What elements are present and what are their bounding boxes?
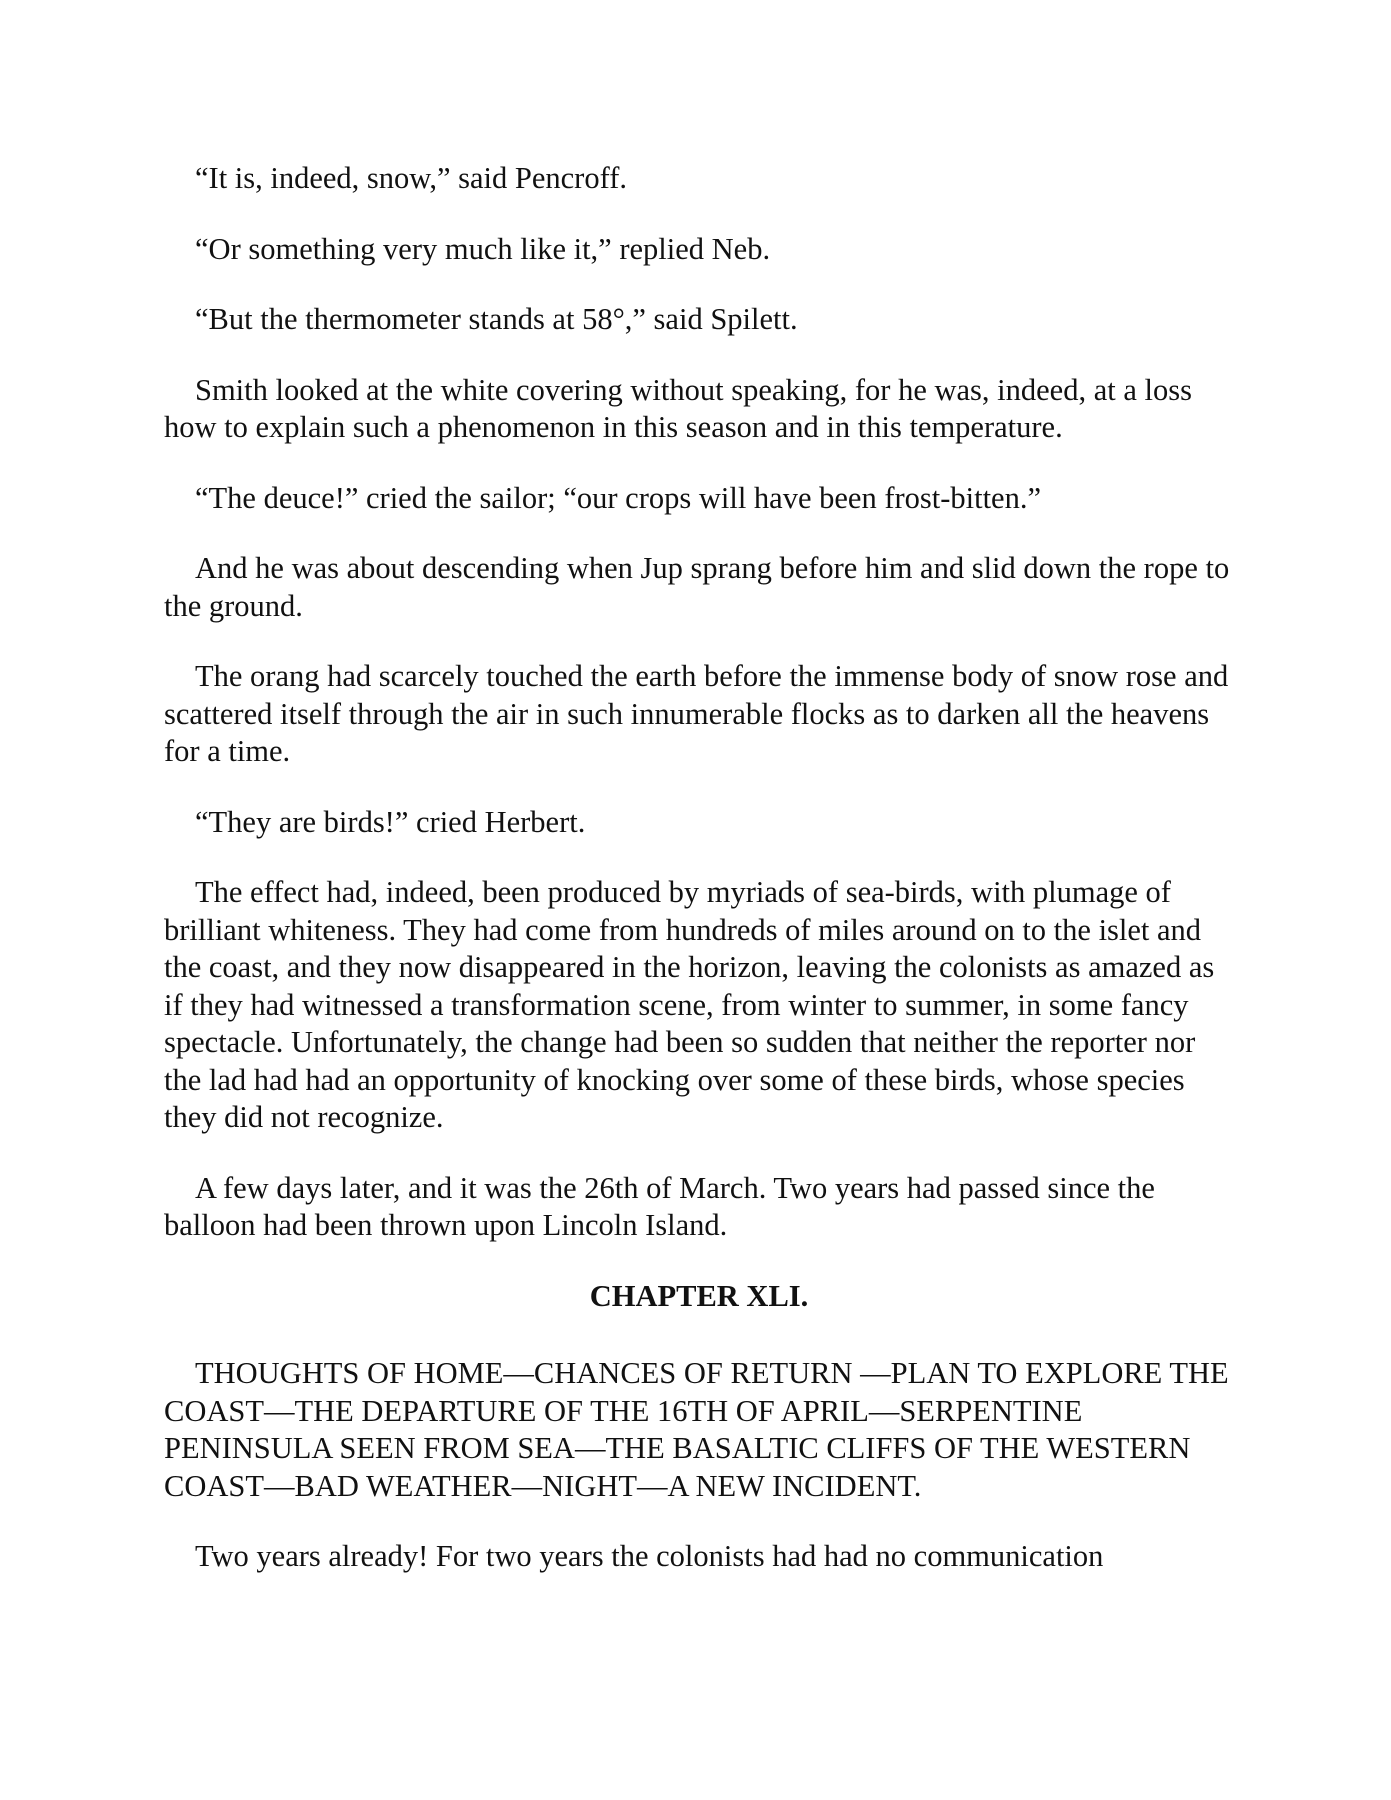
paragraph: The effect had, indeed, been produced by myriads of sea-birds, with plumage of brilliant whiteness. They had come from hundreds of miles around on to the islet and the coast, and they now disappeared in the horizon, leaving the colonists as amazed as if they had witnessed a transformation scene, from winter to summer, in some fancy spectacle. Unfortunately, the change had been so sudden that neither the reporter nor the lad had had an opportunity of knocking over some of these birds, whose species they did not recognize. — [164, 875, 1215, 1134]
paragraph: “The deuce!” cried the sailor; “our crops will have been frost-bitten.” — [195, 480, 1042, 515]
paragraph: And he was about descending when Jup sprang before him and slid down the rope to the ground. — [164, 551, 1230, 623]
paragraph: The orang had scarcely touched the earth before the immense body of snow rose and scattered itself through the air in such innumerable flocks as to darken all the heavens for a time. — [164, 659, 1229, 768]
paragraph: Smith looked at the white covering without speaking, for he was, indeed, at a loss how to explain such a phenomenon in this season and in this temperature. — [164, 372, 1192, 444]
paragraph: “Or something very much like it,” replied Neb. — [195, 231, 771, 266]
chapter-heading: CHAPTER XLI. — [589, 1278, 809, 1313]
paragraph: A few days later, and it was the 26th of March. Two years had passed since the balloon had been thrown upon Lincoln Island. — [164, 1170, 1155, 1242]
paragraph: “But the thermometer stands at 58°,” said Spilett. — [195, 302, 798, 336]
paragraph: Two years already! For two years the colonists had had no communication — [195, 1539, 1104, 1573]
paragraph: “It is, indeed, snow,” said Pencroff. — [195, 161, 627, 195]
chapter-summary: THOUGHTS OF HOME—CHANCES OF RETURN —PLAN TO EXPLORE THE COAST—THE DEPARTURE OF THE 16TH OF APRIL—SERPENTINE PENINSULA SEEN FROM SEA—THE BASALTIC CLIFFS OF THE WESTERN COAST—BAD WEATHER—NIGHT—A NEW INCIDENT. — [164, 1356, 1229, 1503]
page-text-column — [164, 160, 1234, 1609]
paragraph: “They are birds!” cried Herbert. — [195, 804, 586, 839]
